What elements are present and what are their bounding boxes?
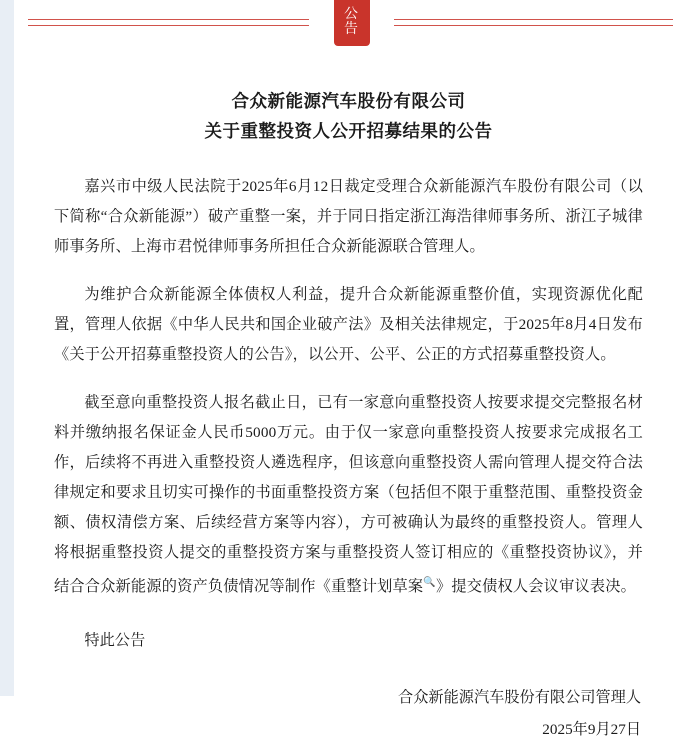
- document-body: [14, 86, 689, 746]
- badge-char-1: 公: [344, 5, 359, 21]
- badge-char-2: 告: [344, 20, 359, 36]
- title-line-2: 关于重整投资人公开招募结果的公告: [204, 121, 493, 141]
- closing-line: 特此公告: [84, 632, 146, 650]
- header-rule-left-top: [28, 19, 309, 20]
- paragraph-2: 为维护合众新能源全体债权人利益，提升合众新能源重整价值，实现资源优化配置，管理人依据《中华人民共和国企业破产法》及相关法律规定，于2025年8月4日发布《关于公开招募重整投资人的公告》，以公开、公平、公正的方式招募重整投资人。: [54, 286, 643, 363]
- header-rule-right-bottom: [394, 25, 673, 26]
- paragraph-3-before: 截至意向重整投资人报名截止日，已有一家意向重整投资人按要求提交完整报名材料并缴纳报名保证金人民币5000万元。由于仅一家意向重整投资人按要求完成报名工作，后续将不再进入重整投资人遴选程序，但该意向重整投资人需向管理人提交符合法律规定和要求且切实可操作的书面重整投资方案（包括但不限于重整范围、重整投资金额、债权清偿方案、后续经营方案等内容），方可被确认为最终的重整投资人。管理人将根据重整投资人提交的重整投资方案与重整投资人签订相应的《重整投资协议》，并结合合众新能源的资产负债情况等制作《: [54, 394, 643, 596]
- header-rule-right-top: [394, 19, 673, 20]
- highlighted-term[interactable]: [331, 578, 436, 595]
- title-line-1: 合众新能源汽车股份有限公司: [231, 91, 466, 111]
- left-accent-bar: [0, 0, 14, 696]
- page-title: [54, 86, 643, 146]
- highlighted-term-text: 重整计划草案: [330, 578, 424, 596]
- signature-date: 2025年9月27日: [542, 721, 641, 739]
- paragraph-3: [54, 388, 643, 602]
- paragraph-3-after: 》提交债权人会议审议表决。: [435, 578, 637, 596]
- signature-company: 合众新能源汽车股份有限公司管理人: [398, 689, 641, 707]
- magnifier-icon: 🔍: [423, 577, 436, 588]
- paragraph-1: 嘉兴市中级人民法院于2025年6月12日裁定受理合众新能源汽车股份有限公司（以下简称“合众新能源”）破产重整一案，并于同日指定浙江海浩律师事务所、浙江子城律师事务所、上海市君悦律师事务所担任合众新能源联合管理人。: [54, 178, 643, 255]
- header-rule-left-bottom: [28, 25, 309, 26]
- announcement-badge: [334, 0, 370, 46]
- signature-block: [54, 682, 643, 746]
- document-header: [14, 0, 689, 52]
